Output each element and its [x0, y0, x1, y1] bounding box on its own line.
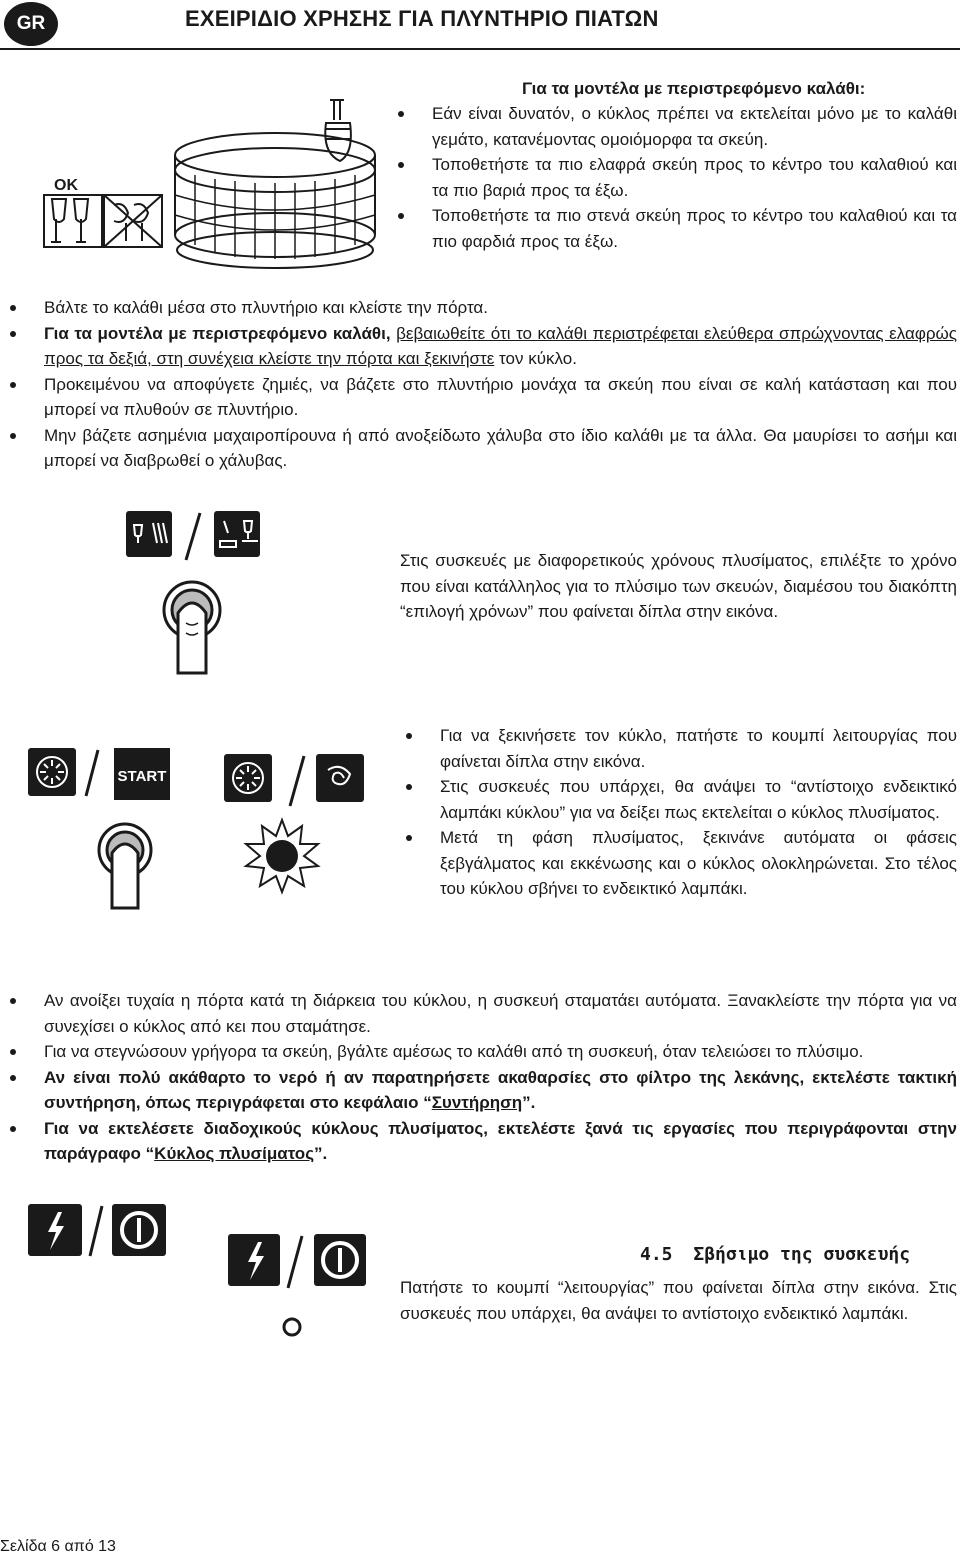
repeat-cycle-note: Για να εκτελέσετε διαδοχικούς κύκλους πλυσίματος, εκτελέστε ξανά τις εργασίες που περιγράφονται στην παράγραφο: [44, 1118, 957, 1163]
rotating-basket-icon: [175, 133, 375, 268]
time-select-paragraph: Στις συσκευές με διαφορετικούς χρόνους πλυσίματος, επιλέξτε το χρόνο που είναι κατάλληλος για το πλύσιμο των σκευών, διαμέσου του διακόπτη “επιλογή χρόνων” που φαίνεται δίπλα στην εικόνα.: [400, 551, 957, 621]
rotating-basket-list: [432, 101, 957, 254]
finger-press-icon: [164, 582, 220, 673]
ok-glasses-icon: [44, 177, 102, 247]
language-badge-label: GR: [16, 13, 46, 34]
title-divider: [0, 48, 960, 50]
section-title: Σβήσιμο της συσκευής: [693, 1244, 911, 1265]
rotating-basket-note-lead: Για τα μοντέλα με περιστρεφόμενο καλάθι,: [44, 323, 391, 343]
language-badge: [4, 2, 58, 46]
start-cycle-list: [440, 723, 957, 902]
wash-cycle-paragraph-link[interactable]: Κύκλος πλυσίματος: [154, 1144, 315, 1163]
switch-off-paragraph: Πατήστε το κουμπί “λειτουργίας” που φαίνεται δίπλα στην εικόνα. Στις συσκευές που υπάρχει, θα ανάψει το αντίστοιχο ενδεικτικό λαμπάκι.: [400, 1278, 957, 1323]
list-item: Για να στεγνώσουν γρήγορα τα σκεύη, βγάλτε αμέσως το καλάθι από τη συσκευή, όταν τελειώσει το πλύσιμο.: [44, 1039, 957, 1065]
dial-icon: [224, 754, 272, 802]
switch-off-illustration: [20, 1200, 380, 1340]
pots-program-icon: [214, 511, 260, 557]
list-item: Μην βάζετε ασημένια μαχαιροπίρουνα ή από ανοξείδωτο χάλυβα στο ίδιο καλάθι με τα άλλα. Θα μαυρίσει το ασήμι και μπορεί να διαβρωθεί ο χάλυβας.: [44, 423, 957, 474]
rotating-basket-note-underlined: βεβαιωθείτε ότι το καλάθι περιστρέφεται ελεύθερα σπρώχνοντας ελαφρώς προς τα δεξιά, στη συνέχεια κλείστε την πόρτα και ξεκινήστε: [44, 323, 957, 368]
page-number: Σελίδα 6 από 13: [0, 1538, 116, 1555]
slash-divider: [186, 513, 200, 560]
slash-divider: [290, 756, 304, 806]
list-item: Για να ξεκινήσετε τον κύκλο, πατήστε το κουμπί λειτουργίας που φαίνεται δίπλα στην εικόνα.: [440, 723, 957, 774]
maintenance-note: Αν είναι πολύ ακάθαρτο το νερό ή αν παρατηρήσετε ακαθαρσίες στο φίλτρο της λεκάνης, εκτελέστε τακτική συντήρηση, όπως περιγράφεται στο κεφάλαιο: [44, 1067, 957, 1112]
page-title: ΕΧΕΙΡΙΔΙΟ ΧΡΗΣΗΣ ΓΙΑ ΠΛΥΝΤΗΡΙΟ ΠΙΑΤΩΝ: [185, 6, 659, 31]
loading-instructions-list: [44, 295, 957, 474]
wash-program-icon: [316, 754, 364, 802]
basket-loading-illustration: [30, 95, 400, 275]
list-item: Αν είναι πολύ ακάθαρτο το νερό ή αν παρατηρήσετε ακαθαρσίες στο φίλτρο της λεκάνης, εκτελέστε τακτική συντήρηση, όπως περιγράφεται στο κεφάλαιο “Συντήρηση”.: [44, 1065, 957, 1116]
cup-icon: [325, 100, 351, 161]
slash-divider: [90, 1206, 102, 1256]
indicator-light-on-icon: [246, 820, 318, 892]
start-label: START: [117, 768, 167, 785]
maintenance-chapter-link[interactable]: Συντήρηση: [431, 1093, 523, 1112]
time-selector-illustration: [120, 505, 280, 685]
after-cycle-list: [44, 988, 957, 1167]
ok-label: OK: [54, 177, 78, 194]
dial-icon: [28, 748, 76, 796]
list-item: Για να εκτελέσετε διαδοχικούς κύκλους πλυσίματος, εκτελέστε ξανά τις εργασίες που περιγράφονται στην παράγραφο “Κύκλος πλυσίματος”.: [44, 1116, 957, 1167]
list-item: Προκειμένου να αποφύγετε ζημιές, να βάζετε στο πλυντήριο μονάχα τα σκεύη που είναι σε καλή κατάσταση και που μπορεί να πλυθούν σε πλυντήριο.: [44, 372, 957, 423]
crossed-glasses-icon: [104, 195, 162, 247]
list-item: Μετά τη φάση πλυσίματος, ξεκινάνε αυτόματα οι φάσεις ξεβγάλματος και εκκένωσης και ο κύκλος ολοκληρώνεται. Στο τέλος του κύκλου σβήνει το ενδεικτικό λαμπάκι.: [440, 825, 957, 902]
start-cycle-illustration: [20, 740, 380, 910]
list-item: Εάν είναι δυνατόν, ο κύκλος πρέπει να εκτελείται μόνο με το καλάθι γεμάτο, κατανέμοντας ομοιόμορφα τα σκεύη.: [432, 101, 957, 152]
list-item: Τοποθετήστε τα πιο ελαφρά σκεύη προς το κέντρο του καλαθιού και τα πιο βαριά προς τα έξω.: [432, 152, 957, 203]
rotating-basket-note-tail: τον κύκλο.: [499, 349, 577, 368]
list-item: Αν ανοίξει τυχαία η πόρτα κατά τη διάρκεια του κύκλου, η συσκευή σταματάει αυτόματα. Ξανακλείστε την πόρτα για να συνεχίσει ο κύκλος από κει που σταμάτησε.: [44, 988, 957, 1039]
list-item: Τοποθετήστε τα πιο στενά σκεύη προς το κέντρο του καλαθιού και τα πιο φαρδιά προς τα έξω.: [432, 203, 957, 254]
section-heading: [640, 1244, 910, 1265]
list-item: Βάλτε το καλάθι μέσα στο πλυντήριο και κλείστε την πόρτα.: [44, 295, 957, 321]
indicator-light-off-icon: [284, 1319, 300, 1335]
finger-press-icon: [99, 824, 151, 908]
slash-divider: [86, 750, 98, 796]
list-item: [44, 321, 957, 372]
slash-divider: [288, 1236, 302, 1288]
section-number: 4.5: [640, 1244, 673, 1265]
list-item: Στις συσκευές που υπάρχει, θα ανάψει το “αντίστοιχο ενδεικτικό λαμπάκι κύκλου” για να δείξει πως εκτελείται ο κύκλος πλυσίματος.: [440, 774, 957, 825]
rotating-basket-heading: Για τα μοντέλα με περιστρεφόμενο καλάθι:: [522, 79, 866, 98]
